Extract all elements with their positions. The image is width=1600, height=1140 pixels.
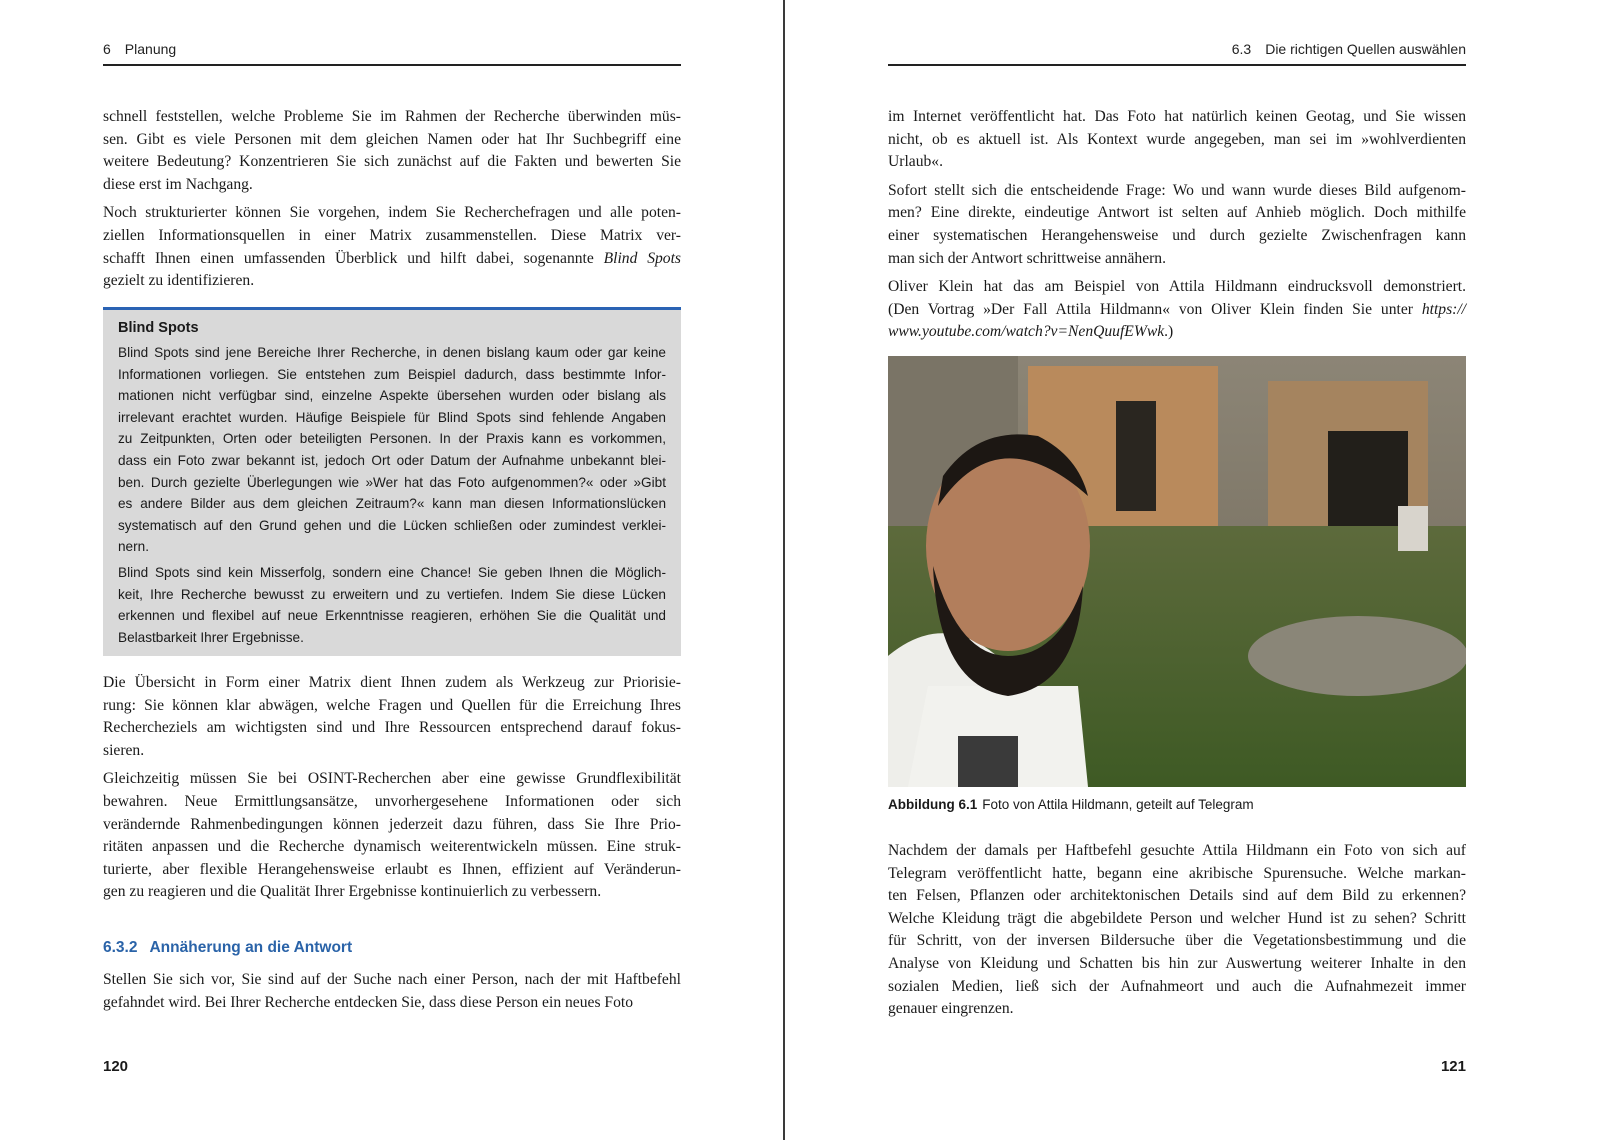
text-line: Belastbarkeit Ihrer Ergebnisse. bbox=[118, 629, 304, 645]
text-line: mationen nicht verfügbar sind, einzelne Aspekte übersehen wurden oder bislang als bbox=[118, 388, 666, 404]
text-line: systematisch auf den Grund gehen und die Lücken schließen oder zumindest verklei- bbox=[118, 517, 666, 533]
text-line: Die Übersicht in Form einer Matrix dient Ihnen zudem als Werkzeug zur Priorisie- bbox=[103, 674, 681, 691]
text-line: turierte, aber flexible Herangehensweise erlaubt es Ihnen, effizient auf Veränderun- bbox=[103, 860, 681, 878]
text-line: ziellen Informationsquellen in einer Matrix zusammenstellen. Diese Matrix ver- bbox=[103, 226, 681, 244]
text-line: erkennen und flexibel auf neue Erkenntnisse reagieren, erhöhen Sie die Qualität und bbox=[118, 608, 666, 624]
page-gutter bbox=[783, 0, 785, 1140]
running-head bbox=[888, 41, 1466, 57]
text-line: nicht, ob es aktuell ist. Als Kontext wurde angegeben, man sei im »wohlverdienten bbox=[888, 130, 1466, 148]
text-line: schafft Ihnen einen umfassenden Überblick und hilft dabei, sogenannte Blind Spots bbox=[103, 249, 681, 267]
text-line: genauer eingrenzen. bbox=[888, 1000, 1014, 1018]
running-head bbox=[103, 41, 681, 57]
text-line: Sofort stellt sich die entscheidende Frage: Wo und wann wurde dieses Bild aufgenom- bbox=[888, 181, 1466, 199]
paragraph bbox=[103, 672, 681, 762]
paragraph bbox=[888, 840, 1466, 1021]
header-rule bbox=[888, 64, 1466, 66]
text-line: dass ein Foto zwar bekannt ist, jedoch Ort oder Datum der Aufnahme unbekannt blei- bbox=[118, 452, 666, 468]
text-line: sieren. bbox=[103, 741, 145, 759]
figure-label: Abbildung 6.1 bbox=[888, 797, 978, 812]
text-line: rung: Sie können klar abwägen, welche Fragen und Quellen für die Erreichung Ihres bbox=[103, 696, 681, 714]
text-line: Oliver Klein hat das am Beispiel von Attila Hildmann eindrucksvoll demonstriert. bbox=[888, 278, 1466, 296]
info-box-blind-spots bbox=[103, 307, 681, 656]
text-line: diese erst im Nachgang. bbox=[103, 175, 253, 193]
paragraph bbox=[888, 106, 1466, 174]
text-line: Blind Spots sind jene Bereiche Ihrer Recherche, in denen bislang kaum oder gar keine bbox=[118, 345, 666, 360]
page-number: 120 bbox=[103, 1058, 129, 1075]
figure-caption bbox=[888, 797, 1254, 812]
text-line: Telegram veröffentlicht hatte, begann eine akribische Spurensuche. Welche markan- bbox=[888, 864, 1466, 882]
text-line: gezielt zu identifizieren. bbox=[103, 272, 255, 290]
figure-photo bbox=[888, 356, 1466, 787]
paragraph bbox=[103, 202, 681, 292]
text-line: Welche Kleidung trägt die abgebildete Person und welcher Hund ist zu sehen? Schritt bbox=[888, 909, 1466, 927]
paragraph bbox=[888, 180, 1466, 270]
text-line: keit, Ihre Recherche bewusst zu erweitern und zu vertiefen. Indem Sie diese Lücken bbox=[118, 586, 666, 602]
chapter-title: Planung bbox=[124, 41, 177, 57]
text-line: Informationen vorliegen. Sie entstehen zum Beispiel dadurch, dass bestimmte Infor- bbox=[118, 366, 666, 382]
text-line: Urlaub«. bbox=[888, 153, 943, 171]
text-line: irrelevant erachtet wurden. Häufige Beispiele für Blind Spots sind fehlende Angaben bbox=[118, 409, 666, 425]
text-line: weitere Bedeutung? Konzentrieren Sie sich zunächst auf die Fakten und bewerten Sie bbox=[103, 153, 681, 171]
left-page bbox=[103, 0, 681, 1140]
text-line: sen. Gibt es viele Personen mit dem gleichen Namen oder hat Ihr Suchbegriff eine bbox=[103, 130, 681, 148]
paragraph bbox=[103, 768, 681, 904]
text-line: (Den Vortrag »Der Fall Attila Hildmann« von Oliver Klein finden Sie unter https:// bbox=[888, 300, 1466, 318]
figure-caption-text: Foto von Attila Hildmann, geteilt auf Telegram bbox=[982, 797, 1254, 812]
text-line: es andere Bilder aus dem gleichen Zeitraum?« kann man diesen Informationslücken bbox=[118, 496, 666, 512]
text-line: Nachdem der damals per Haftbefehl gesuchte Attila Hildmann ein Foto von sich auf bbox=[888, 842, 1466, 859]
paragraph bbox=[103, 106, 681, 196]
text-line: Blind Spots sind kein Misserfolg, sondern eine Chance! Sie geben Ihnen die Möglich- bbox=[118, 564, 666, 580]
section-number: 6.3.2 bbox=[103, 939, 138, 956]
text-block bbox=[103, 106, 681, 299]
header-rule bbox=[103, 64, 681, 66]
section-heading bbox=[103, 939, 352, 957]
text-line: ben. Durch gezielte Überlegungen wie »Wer hat das Foto aufgenommen?« oder »Gibt bbox=[118, 474, 666, 490]
paragraph bbox=[103, 969, 681, 1014]
text-line: im Internet veröffentlicht hat. Das Foto hat natürlich keinen Geotag, und Sie wissen bbox=[888, 108, 1466, 125]
section-title: Die richtigen Quellen auswählen bbox=[1265, 41, 1466, 57]
text-line: sozialen Medien, ließ sich der Aufnahmeort und auch die Aufnahmezeit immer bbox=[888, 977, 1466, 995]
text-line: bewahren. Neue Ermittlungsansätze, unvorhergesehene Informationen oder sich bbox=[103, 792, 681, 810]
photo-illustration bbox=[888, 356, 1466, 787]
section-number: 6.3 bbox=[1231, 41, 1252, 57]
text-line: www.youtube.com/watch?v=NenQuufEWwk.) bbox=[888, 323, 1174, 341]
text-block bbox=[103, 672, 681, 910]
text-line: gen zu reagieren und die Qualität Ihrer Ergebnisse kontinuierlich zu verbessern. bbox=[103, 883, 602, 901]
text-line: Rechercheziels am wichtigsten sind und Ihre Ressourcen entsprechend darauf fokus- bbox=[103, 719, 681, 737]
text-line: men? Eine direkte, eindeutige Antwort ist selten auf Anhieb möglich. Doch mithilfe bbox=[888, 204, 1466, 222]
text-line: Noch strukturierter können Sie vorgehen, indem Sie Recherchefragen und alle poten- bbox=[103, 204, 681, 222]
text-line: man sich der Antwort schrittweise annähern. bbox=[888, 249, 1167, 267]
paragraph bbox=[118, 342, 666, 558]
page-number: 121 bbox=[1440, 1058, 1466, 1075]
text-line: einer systematischen Herangehensweise und durch gezielte Zwischenfragen kann bbox=[888, 226, 1466, 244]
text-block bbox=[888, 106, 1466, 350]
text-line: verändernde Rahmenbedingungen können jederzeit dazu führen, dass Sie Ihre Prio- bbox=[103, 815, 681, 833]
box-title: Blind Spots bbox=[118, 320, 199, 336]
right-page bbox=[888, 0, 1466, 1140]
paragraph bbox=[118, 562, 666, 648]
text-line: zu Zeitpunkten, Orten oder beteiligten Personen. In der Praxis kann es vorkommen, bbox=[118, 431, 666, 447]
text-line: Stellen Sie sich vor, Sie sind auf der Suche nach einer Person, nach der mit Haftbefehl bbox=[103, 971, 681, 988]
text-block bbox=[888, 840, 1466, 1027]
text-line: ritäten anpassen und die Recherche dynamisch weiterentwickeln müssen. Eine struk- bbox=[103, 838, 681, 856]
text-line: Gleichzeitig müssen Sie bei OSINT-Recherchen aber eine gewisse Grundflexibilität bbox=[103, 770, 681, 788]
text-line: nern. bbox=[118, 539, 149, 555]
box-body bbox=[118, 342, 666, 648]
text-line: für Schritt, von der inversen Bildersuche über die Vegetationsbestimmung und die bbox=[888, 932, 1466, 950]
text-block bbox=[103, 969, 681, 1020]
text-line: schnell feststellen, welche Probleme Sie im Rahmen der Recherche überwinden müs- bbox=[103, 108, 681, 125]
paragraph bbox=[888, 276, 1466, 344]
text-line: Analyse von Kleidung und Schatten bis hin zur Auswertung weiterer Inhalte in den bbox=[888, 954, 1466, 972]
text-line: gefahndet wird. Bei Ihrer Recherche entdecken Sie, dass diese Person ein neues Foto bbox=[103, 993, 634, 1011]
chapter-number: 6 bbox=[103, 41, 111, 57]
text-line: ten Felsen, Pflanzen oder architektonischen Details sind auf dem Bild zu erkennen? bbox=[888, 887, 1466, 905]
section-title: Annäherung an die Antwort bbox=[149, 939, 353, 956]
